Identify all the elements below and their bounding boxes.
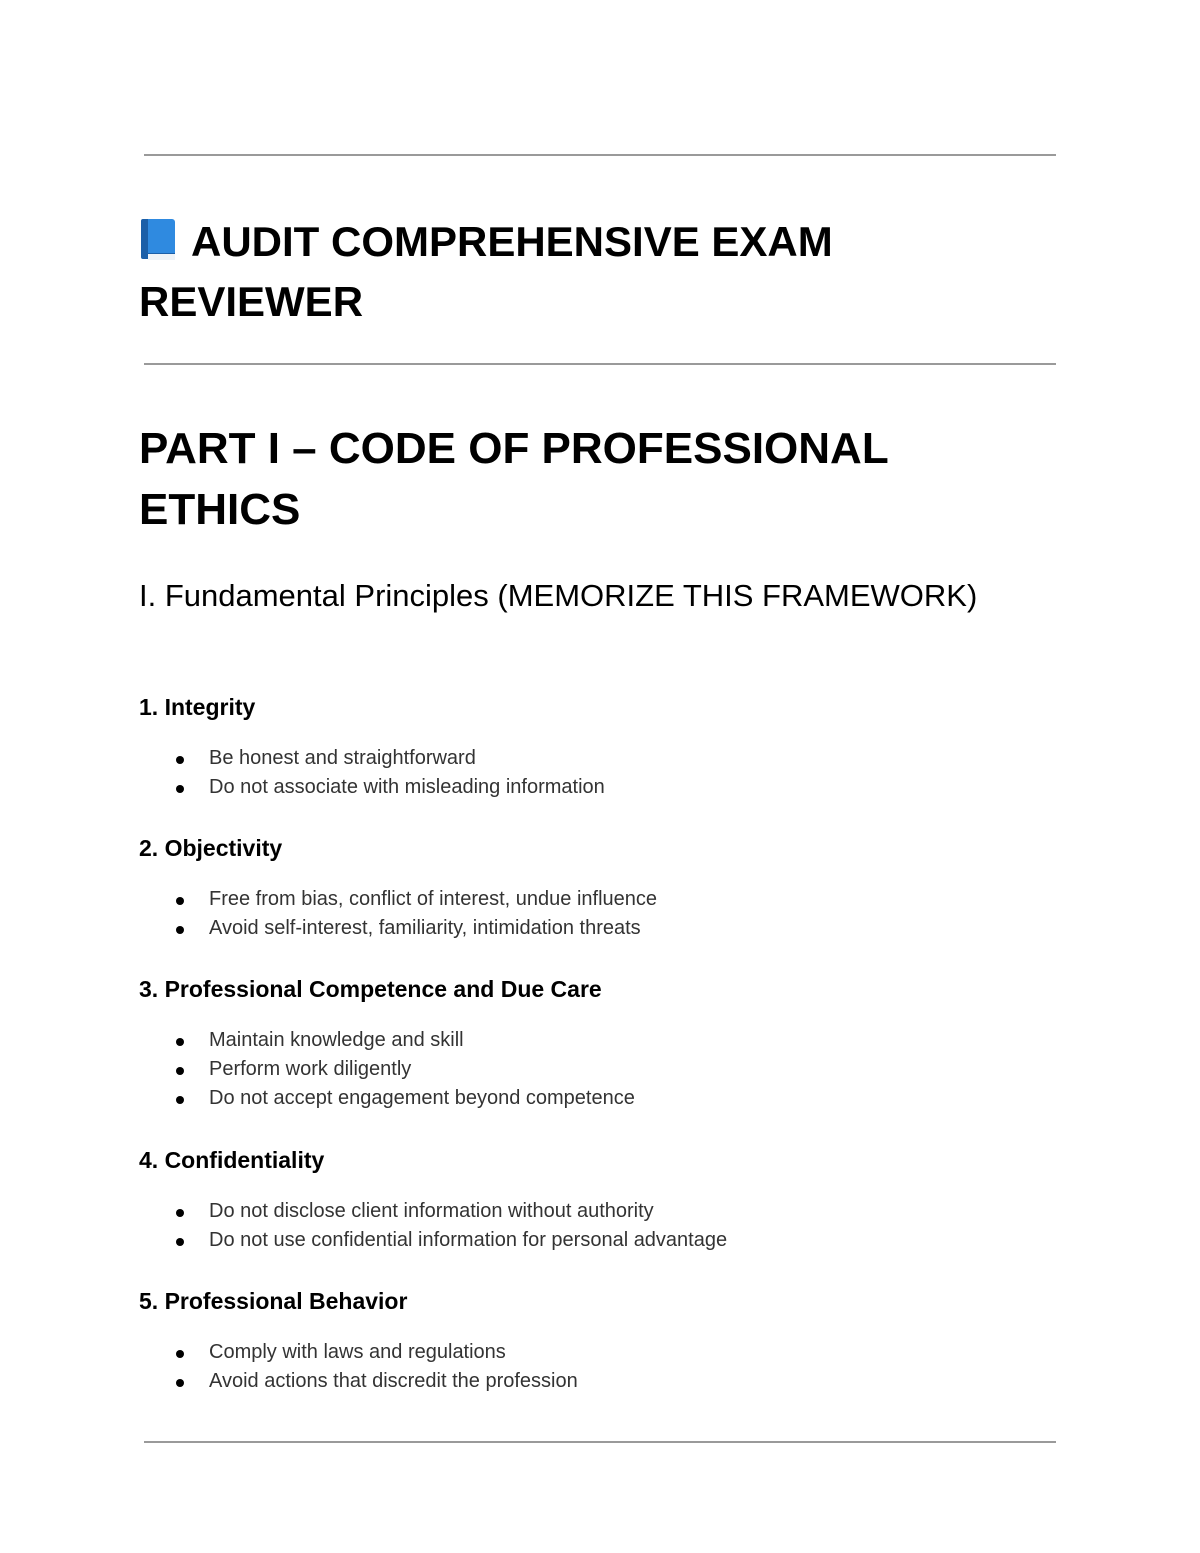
principle-list (139, 1026, 1039, 1113)
list-item: Avoid actions that discredit the profession (139, 1367, 1039, 1396)
principle-heading: 5. Professional Behavior (139, 1288, 408, 1314)
bullet-icon (176, 897, 184, 905)
principle-list (139, 1197, 1039, 1255)
principle-professional-behavior (139, 1286, 1039, 1396)
principle-list (139, 744, 1039, 802)
list-item: Do not associate with misleading information (139, 773, 1039, 802)
part-title: PART I – CODE OF PROFESSIONAL ETHICS (139, 424, 888, 534)
principle-heading: 1. Integrity (139, 694, 256, 720)
bullet-icon (176, 1067, 184, 1075)
horizontal-divider (144, 363, 1056, 365)
list-item: Do not use confidential information for personal advantage (139, 1226, 1039, 1255)
bullet-icon (176, 1209, 184, 1217)
bullet-icon (176, 785, 184, 793)
list-item: Do not disclose client information without authority (139, 1197, 1039, 1226)
principle-list (139, 1338, 1039, 1396)
list-item: Avoid self-interest, familiarity, intimidation threats (139, 914, 1039, 943)
horizontal-divider (144, 1441, 1056, 1443)
document-title (139, 212, 1039, 332)
horizontal-divider (144, 154, 1056, 156)
bullet-icon (176, 1379, 184, 1387)
principle-heading: 2. Objectivity (139, 835, 283, 861)
principle-objectivity (139, 833, 1039, 943)
list-item: Do not accept engagement beyond competence (139, 1084, 1039, 1113)
section-title: I. Fundamental Principles (MEMORIZE THIS FRAMEWORK) (139, 578, 978, 613)
bullet-icon (176, 926, 184, 934)
bullet-icon (176, 1038, 184, 1046)
bullet-icon (176, 1096, 184, 1104)
principle-integrity (139, 692, 1039, 802)
document-title-text: AUDIT COMPREHENSIVE EXAM REVIEWER (139, 218, 833, 325)
bullet-icon (176, 1350, 184, 1358)
list-item: Free from bias, conflict of interest, undue influence (139, 885, 1039, 914)
principle-heading: 4. Confidentiality (139, 1147, 325, 1173)
principle-heading: 3. Professional Competence and Due Care (139, 976, 602, 1002)
list-item: Perform work diligently (139, 1055, 1039, 1084)
bullet-icon (176, 1238, 184, 1246)
list-item: Maintain knowledge and skill (139, 1026, 1039, 1055)
blue-book-icon (139, 217, 177, 261)
principle-confidentiality (139, 1145, 1039, 1255)
list-item: Be honest and straightforward (139, 744, 1039, 773)
principle-list (139, 885, 1039, 943)
bullet-icon (176, 756, 184, 764)
list-item: Comply with laws and regulations (139, 1338, 1039, 1367)
principle-professional-competence (139, 974, 1039, 1113)
